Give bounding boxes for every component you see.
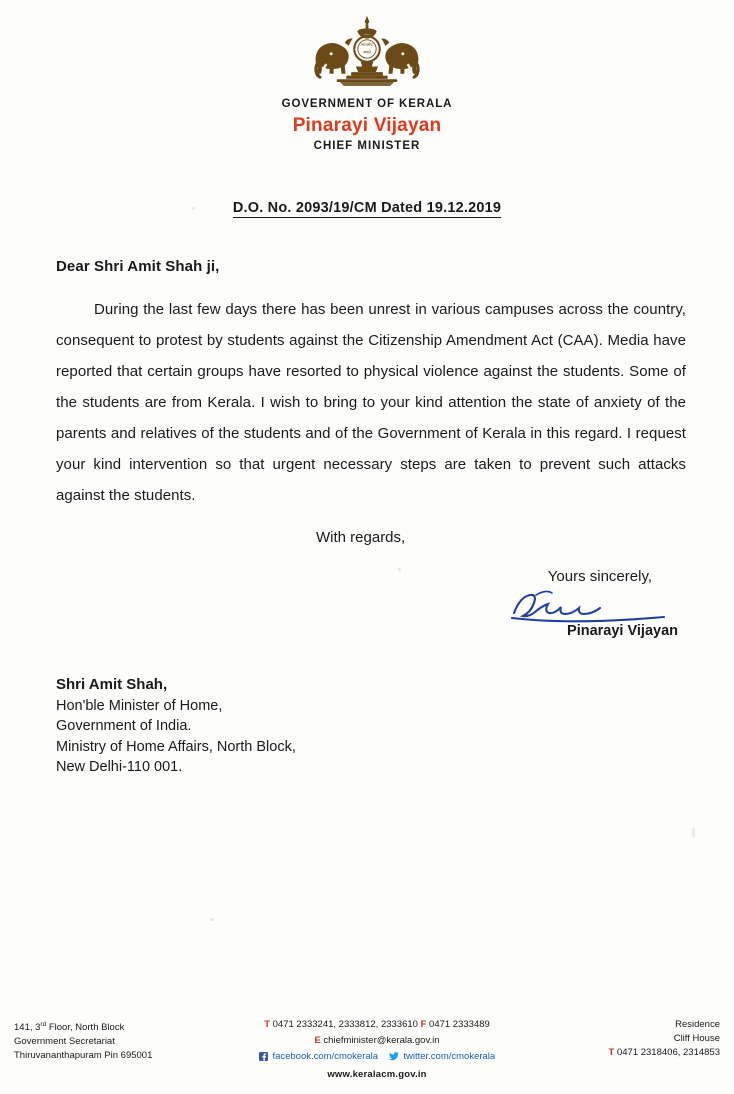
letterhead	[0, 0, 734, 152]
svg-text:सत्यमेव: सत्यमेव	[361, 41, 373, 47]
scan-speck	[692, 828, 695, 837]
footer-address-line-1-post: Floor, North Block	[46, 1022, 125, 1034]
footer-residence	[590, 1018, 720, 1060]
facebook-handle[interactable]: facebook.com/cmokerala	[272, 1051, 379, 1062]
email-label: E	[314, 1035, 321, 1046]
with-regards: With regards,	[316, 529, 406, 546]
svg-text:जयते: जयते	[363, 49, 371, 55]
facebook-icon	[259, 1052, 268, 1066]
twitter-handle[interactable]: twitter.com/cmokerala	[403, 1051, 496, 1062]
scan-speck	[192, 207, 195, 210]
signed-name: Pinarayi Vijayan	[567, 623, 678, 639]
addressee-line-1: Hon'ble Minister of Home,	[56, 697, 223, 714]
footer-phone-row	[164, 1018, 590, 1032]
twitter-icon	[389, 1052, 399, 1066]
residence-name: Cliff House	[673, 1033, 720, 1044]
addressee-name: Shri Amit Shah,	[56, 676, 168, 693]
footer-address-line-2: Government Secretariat	[14, 1036, 115, 1048]
footer-contacts	[164, 1018, 590, 1082]
residence-phone-row	[590, 1046, 720, 1060]
handwritten-signature-icon	[506, 587, 676, 627]
phone-label: T	[264, 1019, 270, 1030]
scan-speck	[398, 568, 401, 571]
reference-line	[0, 200, 734, 218]
signature-area	[56, 585, 686, 625]
government-line: GOVERNMENT OF KERALA	[281, 98, 453, 110]
chief-minister-name: Pinarayi Vijayan	[292, 115, 442, 136]
reference-text: D.O. No. 2093/19/CM Dated 19.12.2019	[232, 200, 502, 216]
residence-label: Residence	[675, 1019, 720, 1030]
scan-speck	[210, 918, 214, 921]
fax-label: F	[420, 1019, 427, 1030]
fax-number: 0471 2333489	[429, 1019, 490, 1030]
salutation: Dear Shri Amit Shah ji,	[56, 258, 220, 275]
residence-phone-number: 0471 2318406, 2314853	[616, 1047, 720, 1058]
footer-address-line-1-pre: 141, 3	[14, 1022, 41, 1034]
footer-address-line-3: Thiruvananthapuram Pin 695001	[14, 1050, 153, 1062]
residence-phone-label: T	[608, 1047, 615, 1058]
footer-address-ordinal: rd	[40, 1021, 47, 1028]
email-address[interactable]: chiefminister@kerala.gov.in	[323, 1035, 440, 1046]
phone-numbers: 0471 2333241, 2333812, 2333610	[272, 1019, 418, 1030]
addressee-line-2: Government of India.	[56, 718, 192, 734]
addressee-block	[56, 675, 686, 778]
letter-paragraph: During the last few days there has been unrest in various campuses across the country, consequent to protest by students against the Citizenship Amendment Act (CAA). Media have reported that certain groups have resorted to physical violence against the students. Some of the students are from Kerala. I wish to bring to your kind attention the state of anxiety of the parents and relatives of the students and of the Government of Kerala in this regard. I request your kind intervention so that urgent necessary steps are taken to prevent such attacks against the students.	[56, 301, 686, 504]
kerala-state-emblem-icon	[287, 14, 447, 92]
footer-address-line-1	[14, 1018, 164, 1035]
footer-address	[14, 1018, 164, 1063]
addressee-line-3: Ministry of Home Affairs, North Block,	[56, 738, 296, 755]
letter-body	[56, 258, 686, 778]
footer	[0, 1018, 734, 1082]
footer-email-row	[164, 1034, 590, 1048]
closing-line: Yours sincerely,	[547, 568, 652, 585]
addressee-line-4: New Delhi-110 001.	[56, 759, 183, 775]
chief-minister-designation: CHIEF MINISTER	[313, 140, 421, 152]
footer-social-row	[164, 1050, 590, 1066]
footer-website[interactable]: www.keralacm.gov.in	[327, 1069, 427, 1080]
